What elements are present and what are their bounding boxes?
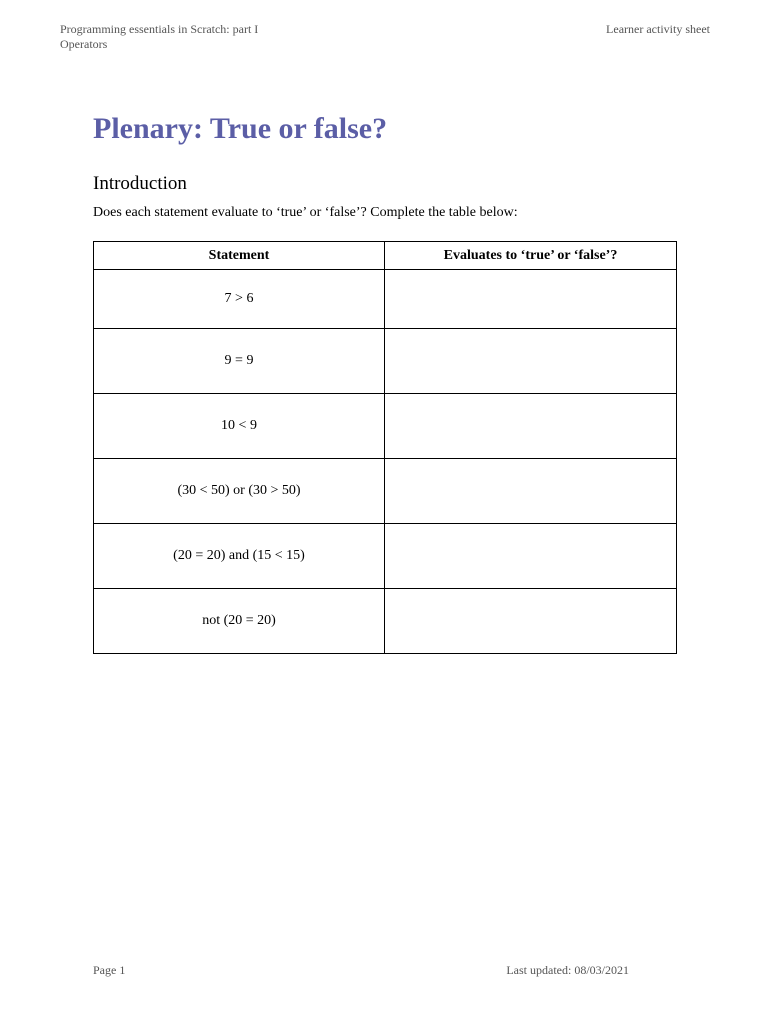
table-header-row xyxy=(94,242,677,270)
column-header-evaluates: Evaluates to ‘true’ or ‘false’? xyxy=(385,242,677,270)
page-number: Page 1 xyxy=(93,963,126,977)
column-header-statement: Statement xyxy=(94,242,385,270)
page-title: Plenary: True or false? xyxy=(93,112,388,145)
last-updated: Last updated: 08/03/2021 xyxy=(506,963,629,977)
sheet-type: Learner activity sheet xyxy=(606,22,710,36)
course-name: Programming essentials in Scratch: part I xyxy=(60,22,259,36)
answer-cell[interactable] xyxy=(385,459,677,524)
table-row xyxy=(94,524,677,589)
table-row xyxy=(94,589,677,654)
table-row xyxy=(94,270,677,329)
section-heading: Introduction xyxy=(93,173,187,194)
statement-cell: not (20 = 20) xyxy=(94,589,385,654)
table-row xyxy=(94,459,677,524)
answer-cell[interactable] xyxy=(385,524,677,589)
statement-cell: 7 > 6 xyxy=(94,270,385,329)
instruction-text: Does each statement evaluate to ‘true’ or ‘false’? Complete the table below: xyxy=(93,205,518,220)
answer-cell[interactable] xyxy=(385,329,677,394)
statement-cell: 9 = 9 xyxy=(94,329,385,394)
topic-name: Operators xyxy=(60,37,108,51)
statement-cell: (30 < 50) or (30 > 50) xyxy=(94,459,385,524)
answer-cell[interactable] xyxy=(385,589,677,654)
statement-cell: 10 < 9 xyxy=(94,394,385,459)
table-row xyxy=(94,329,677,394)
header-left xyxy=(60,22,258,52)
answer-cell[interactable] xyxy=(385,394,677,459)
answer-cell[interactable] xyxy=(385,270,677,329)
table-row xyxy=(94,394,677,459)
statement-cell: (20 = 20) and (15 < 15) xyxy=(94,524,385,589)
activity-table xyxy=(93,241,677,654)
